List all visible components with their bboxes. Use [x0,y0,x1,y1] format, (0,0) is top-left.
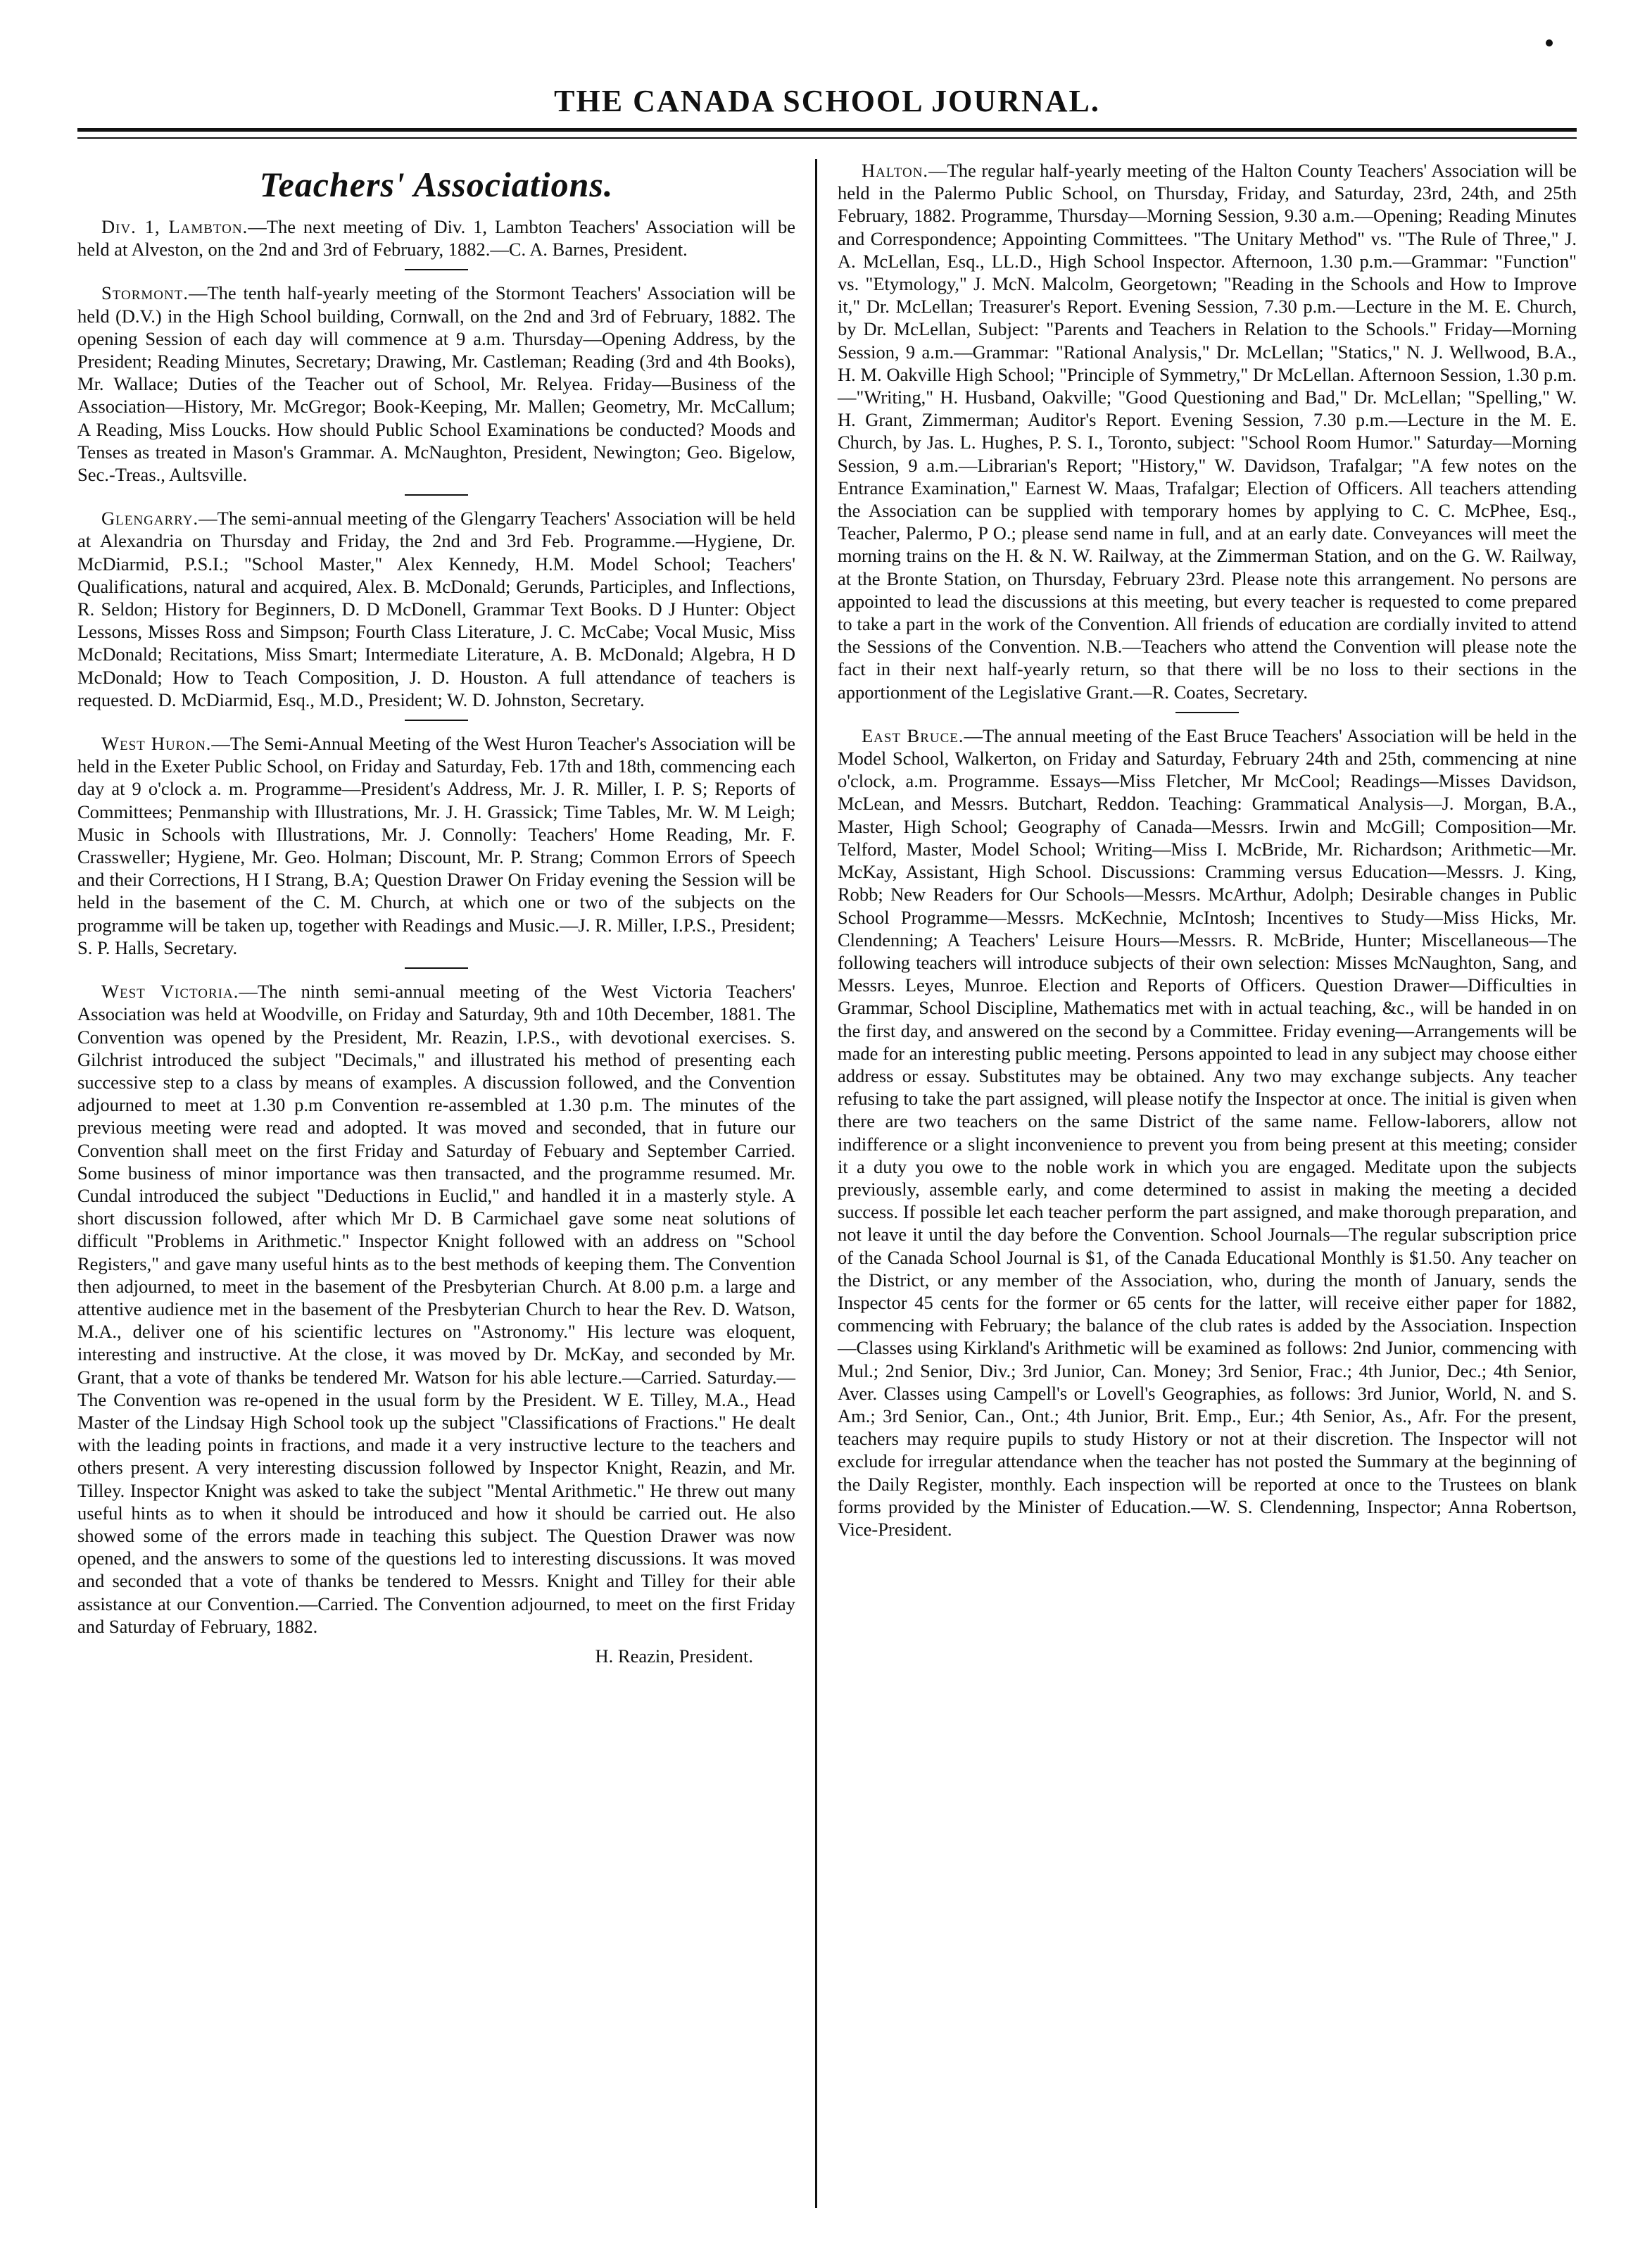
entry-heading: West Huron. [101,733,212,755]
entry-heading: Glengarry. [101,508,199,529]
entry-east-bruce [838,724,1577,1541]
header-rule-thin [77,137,1577,139]
section-title: Teachers' Associations. [259,165,614,204]
running-head: THE CANADA SCHOOL JOURNAL. [554,84,1100,118]
entry-halton [838,159,1577,703]
entry-separator [405,967,468,969]
column-divider [815,159,817,2208]
left-column [77,159,795,1667]
right-column [838,159,1577,1548]
entry-separator [405,269,468,270]
entry-stormont [77,282,795,486]
entry-lambton [77,215,795,261]
entry-body: —The ninth semi-annual meeting of the West Victoria Teachers' Association was held at Woodville, on Friday and Saturday, 9th and 10th December, 1881. The Convention was opened by the President, Mr. Reazin, I.P.S., with devotional exercises. S. Gilchrist introduced the subject "Decimals," and illustrated his method of presenting each successive step to a class by means of examples. A discussion followed, and the Convention adjourned to meet at 1.30 p.m Convention re-assembled at 1.30 p.m. The minutes of the previous meeting were read and adopted. It was moved and seconded, that in future our Convention shall meet on the first Friday and Saturday of Febuary and September Carried. Some business of minor importance was then transacted, and the programme resumed. Mr. Cundal introduced the subject "Deductions in Euclid," and handled it in a masterly style. A short discussion followed, after which Mr D. B Carmichael gave some neat solutions of difficult "Problems in Arithmetic." Inspector Knight followed with an address on "School Registers," and gave many useful hints as to the best methods of keeping them. The Convention then adjourned, to meet in the basement of the Presbyterian Church. At 8.00 p.m. a large and attentive audience met in the basement of the Presbyterian Church to hear the Rev. D. Watson, M.A., deliver one of his scientific lectures on "Astronomy." His lecture was eloquent, interesting and instructive. At the close, it was moved by Dr. McKay, and seconded by Mr. Grant, that a vote of thanks be tendered Mr. Watson for his able lecture.—Carried. Saturday.—The Convention was re-opened in the usual form by the President. W E. Tilley, M.A., Head Master of the Lindsay High School took up the subject "Classifications of Fractions." He dealt with the leading points in fractions, and made it a very instructive lecture to the teachers and others present. A very interesting discussion followed by Inspector Knight, Reazin, and Mr. Tilley. Inspector Knight was asked to take the subject "Mental Arithmetic." He threw out many useful hints as to when it should be introduced and how it should be carried out. He also showed some of the errors made in teaching this subject. The Question Drawer was now opened, and the answers to some of the questions led to interesting discussions. It was moved and seconded that a vote of thanks be tendered to Messrs. Knight and Tilley for their able assistance at our Convention.—Carried. The Convention adjourned, to meet on the first Friday and Saturday of February, 1882. [77,981,795,1637]
entry-heading: West Victoria. [101,981,239,1003]
entry-heading: Div. 1, Lambton. [101,216,248,237]
entry-glengarry [77,507,795,711]
entry-body: —The semi-annual meeting of the Glengarry Teachers' Association will be held at Alexandria on Thursday and Friday, the 2nd and 3rd Feb. Programme.—Hygiene, Dr. McDiarmid, P.S.I.; "School Master," Alex Kennedy, H.M. Model School; Teachers' Qualifications, natural and acquired, Alex. B. McDonald; Gerunds, Participles, and Inflections, R. Seldon; History for Beginners, D. D McDonell, Grammar Text Books. D J Hunter: Object Lessons, Misses Ross and Simpson; Fourth Class Literature, J. C. McCabe; Vocal Music, Miss McDonald; Recitations, Miss Smart; Intermediate Literature, A. B. McDonald; Algebra, H D McDonald; How to Teach Composition, J. D. Houston. A full attendance of teachers is requested. D. McDiarmid, Esq., M.D., President; W. D. Johnston, Secretary. [77,508,795,710]
entry-heading: East Bruce. [862,724,964,746]
entry-body: —The regular half-yearly meeting of the Halton County Teachers' Association will be held in the Palermo Public School, on Thursday, Friday, and Saturday, 23rd, 24th, and 25th February, 1882. Programme, Thursday—Morning Session, 9.30 a.m.—Opening; Reading Minutes and Correspondence; Appointing Committees. "The Unitary Method" vs. "The Rule of Three," J. A. McLellan, Esq., LL.D., High School Inspector. Afternoon, 1.30 p.m.—Grammar: "Function" vs. "Etymology," J. McN. Malcolm, Georgetown; "Reading in the Schools and How to Improve it," Dr. McLellan; Treasurer's Report. Evening Session, 7.30 p.m.—Lecture in the M. E. Church, by Dr. McLellan, Subject: "Parents and Teachers in Relation to the Schools." Friday—Morning Session, 9 a.m.—Grammar: "Rational Analysis," Dr. McLellan; "Statics," N. J. Wellwood, B.A., H. M. Oakville High School; "Principle of Symmetry," Dr McLellan. Afternoon Session, 1.30 p.m.—"Writing," H. Husband, Oakville; "Good Questioning and Bad," Dr. McLellan; "Spelling," W. H. Grant, Zimmerman; Auditor's Report. Evening Session, 7.30 p.m.—Lecture in the M. E. Church, by Jas. L. Hughes, P. S. I., Toronto, subject: "School Room Humor." Saturday—Morning Session, 9 a.m.—Librarian's Report; "History," W. Davidson, Trafalgar; "A few notes on the Entrance Examination," Earnest W. Maas, Trafalgar; Election of Officers. All teachers attending the Association can be supplied with temporary homes by applying to C. C. McPhee, Esq., Teacher, Palermo, P O.; please send name in full, and at an early date. Conveyances will meet the morning trains on the H. & N. W. Railway, at the Zimmerman Station, and on the G. W. Railway, at the Bronte Station, on Thursday, February 23rd. Please note this arrangement. No persons are appointed to lead the discussions at this meeting, but every teacher is requested to come prepared to take a part in the work of the Convention. All friends of education are cordially invited to attend the Sessions of the Convention. N.B.—Teachers who attend the Convention will please note the fact in their next half-yearly return, so that there will be no loss to their sections in the apportionment of the Legislative Grant.—R. Coates, Secretary. [838,160,1577,703]
entry-body: —The tenth half-yearly meeting of the Stormont Teachers' Association will be held (D.V.) in the High School building, Cornwall, on the 2nd and 3rd of February, 1882. The opening Session of each day will commence at 9 a.m. Thursday—Opening Address, by the President; Reading Minutes, Secretary; Drawing, Mr. Castleman; Reading (3rd and 4th Books), Mr. Wallace; Duties of the Teacher out of School, Mr. Relyea. Friday—Business of the Association—History, Mr. McGregor; Book-Keeping, Mr. Mallen; Geometry, Mr. McCallum; A Reading, Miss Loucks. How should Public School Examinations be conducted? Moods and Tenses as treated in Mason's Grammar. A. McNaughton, President, Newington; Geo. Bigelow, Sec.-Treas., Aultsville. [77,282,795,486]
entry-heading: Stormont. [101,282,189,304]
entry-west-victoria [77,980,795,1638]
entry-west-huron [77,732,795,959]
corner-mark [1546,39,1553,46]
entry-body: —The annual meeting of the East Bruce Teachers' Association will be held in the Model School, Walkerton, on Friday and Saturday, February 24th and 25th, commencing at nine o'clock, a.m. Programme. Essays—Miss Fletcher, Mr McCool; Readings—Misses Davidson, McLean, and Messrs. Butchart, Reddon. Teaching: Grammatical Analysis—J. Morgan, B.A., Master, High School; Geography of Canada—Messrs. Irwin and McGill; Composition—Mr. Telford, Master, Model School; Writing—Miss I. McBride, Mr. Richardson; Arithmetic—Mr. McKay, Assistant, High School. Discussions: Cramming versus Education—Messrs. J. King, Robb; New Readers for Our Schools—Messrs. McArthur, Adolph; Desirable changes in Public School Programme—Messrs. McKechnie, McIntosh; Incentives to Study—Miss Hicks, Mr. Clendenning; A Teachers' Leisure Hours—Messrs. R. McBride, Hunter; Miscellaneous—The following teachers will introduce subjects of their own selection: Misses McNaughton, Sang, and Messrs. Leyes, Munroe. Election and Reports of Officers. Question Drawer—Difficulties in Grammar, School Discipline, Mathematics met with in actual teaching, &c., will be handed in on the first day, and answered on the second by a Committee. Friday evening—Arrangements will be made for an interesting public meeting. Persons appointed to lead in any subject may choose either address or essay. Substitutes may be obtained. Any two may exchange subjects. Any teacher refusing to take the part assigned, will please notify the Inspector at once. The initial is given when there are two teachers on the same District of the same name. Fellow-laborers, allow not indifference or a slight inconvenience to prevent you from being present at this meeting; consider it a duty you owe to the noble work in which you are engaged. Meditate upon the subjects previously, assemble early, and come determined to assist in making the meeting a decided success. If possible let each teacher perform the part assigned, and make thorough preparation, and not leave it until the day before the Convention. School Journals—The regular subscription price of the Canada School Journal is $1, of the Canada Educational Monthly is $1.50. Any teacher on the District, or any member of the Association, who, during the month of January, sends the Inspector 45 cents for the former or 65 cents for the latter, will receive either paper for 1882, commencing with February; the balance of the club rates is added by the Association. Inspection—Classes using Kirkland's Arithmetic will be examined as follows: 2nd Junior, commencing with Mul.; 2nd Senior, Div.; 3rd Junior, Can. Money; 3rd Senior, Frac.; 4th Junior, Dec.; 4th Senior, Aver. Classes using Campell's or Lovell's Geographies, as follows: 3rd Junior, World, N. and S. Am.; 3rd Senior, Can., Ont.; 4th Junior, Brit. Emp., Eur.; 4th Senior, As., Afr. For the present, teachers may require pupils to study History or not at their discretion. The Inspector will not exclude for irregular attendance when the teacher has not posted the Summary at the beginning of the Daily Register, monthly. Each inspection will be reported at once to the Trustees on blank forms provided by the Minister of Education.—W. S. Clendenning, Inspector; Anna Robertson, Vice-President. [838,724,1577,1540]
entry-body: —The next meeting of Div. 1, Lambton Teachers' Association will be held at Alveston, on the 2nd and 3rd of February, 1882.—C. A. Barnes, President. [77,216,795,261]
entry-heading: Halton. [862,160,929,181]
entry-separator [1175,712,1239,713]
header-rule-thick [77,128,1577,132]
entry-separator [405,494,468,496]
entry-signature: H. Reazin, President. [595,1645,753,1667]
entry-body: —The Semi-Annual Meeting of the West Huron Teacher's Association will be held in the Exeter Public School, on Friday and Saturday, Feb. 17th and 18th, commencing each day at 9 o'clock a. m. Programme—President's Address, Mr. J. R. Miller, I. P. S; Reports of Committees; Penmanship with Illustrations, Mr. J. H. Grassick; Time Tables, Mr. W. M Leigh; Music in Schools with Illustrations, Mr. J. Connolly: Teachers' Home Reading, Mr. F. Crassweller; Hygiene, Mr. Geo. Holman; Discount, Mr. P. Strang; Common Errors of Speech and their Corrections, H I Strang, B.A; Question Drawer On Friday evening the Session will be held in the basement of the C. M. Church, at which one or two of the subjects on the programme will be taken up, together with Readings and Music.—J. R. Miller, I.P.S., President; S. P. Halls, Secretary. [77,733,795,958]
entry-separator [405,720,468,721]
